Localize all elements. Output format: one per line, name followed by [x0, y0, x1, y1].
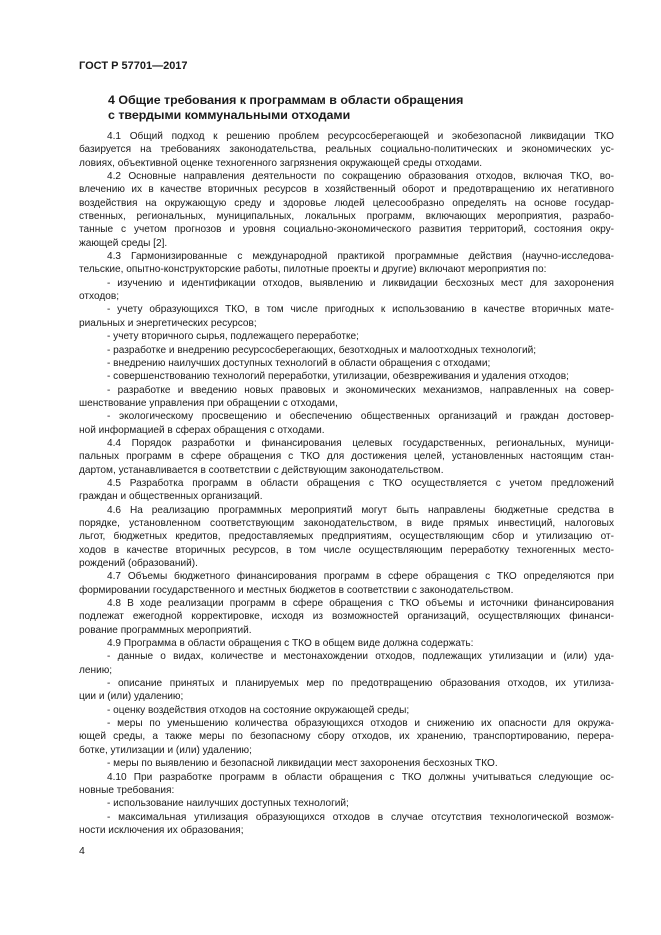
text-line: - внедрению наилучших доступных технологий в области обращения с отходами; — [107, 357, 491, 369]
text-line: порядке, установленном соответствующим законодательством, в виде прямых инвестиций, налоговых — [79, 517, 614, 529]
text-line: танные с учетом прогнозов и уровня социально-экономического развития территорий, состояния окру- — [79, 224, 614, 236]
text-line: - изучению и идентификации отходов, выявлению и ликвидации бесхозных мест для захоронения — [107, 277, 614, 289]
text-line: 4.2 Основные направления деятельности по сокращению образования отходов, включая ТКО, во- — [107, 171, 614, 183]
text-line: ботке, утилизации и (или) удалению; — [79, 744, 252, 756]
page-number: 4 — [79, 845, 85, 857]
text-line: шенствование управления при обращении с отходами, — [79, 397, 338, 409]
text-line: отходов; — [79, 291, 120, 303]
text-line: ности исключения их образования; — [79, 824, 244, 836]
text-line: тельские, опытно-конструкторские работы, пилотные проекты и другие) включают мероприятия по: — [79, 264, 547, 276]
text-line: - учету образующихся ТКО, в том числе пригодных к использованию в качестве вторичных мате- — [107, 304, 614, 316]
text-line: граждан и общественных организаций. — [79, 491, 263, 503]
text-line: 4.4 Порядок разработки и финансирования целевых государственных, региональных, муници- — [107, 437, 614, 449]
text-line: - данные о видах, количестве и местонахождении отходов, подлежащих утилизации и (или) уда- — [107, 651, 614, 663]
text-line: 4.8 В ходе реализации программ в сфере обращения с ТКО объемы и источники финансирования — [107, 598, 614, 610]
body-text — [79, 130, 614, 837]
text-line: ходов в качестве вторичных ресурсов, в том числе осуществляющим переработку техногенных место- — [79, 544, 614, 556]
text-line: дартом, устанавливается в соответствии с действующим законодательством. — [79, 464, 444, 476]
text-line: - меры по выявлению и безопасной ликвидации мест захоронения бесхозных ТКО. — [107, 758, 498, 770]
text-line: риальных и энергетических ресурсов; — [79, 317, 257, 329]
text-line: - разработке и введению новых правовых и экономических механизмов, направленных на совер- — [107, 384, 614, 396]
text-line: подлежат ежегодной корректировке, исходя из возможностей организаций, осуществляющих финанси- — [79, 611, 614, 623]
text-line: ловиях, объективной оценке техногенного загрязнения окружающей среды отходами. — [79, 157, 483, 169]
text-line: формировании государственного и местных бюджетов в соответствии с законодательством. — [79, 584, 514, 596]
text-line: - экологическому просвещению и обеспечению общественных организаций и граждан достовер- — [107, 411, 614, 423]
text-line: - описание принятых и планируемых мер по предотвращению образования отходов, их утилиза- — [107, 678, 614, 690]
text-line: рование программных мероприятий. — [79, 624, 252, 636]
text-line: 4.10 При разработке программ в области обращения с ТКО должны учитываться следующие ос- — [107, 771, 614, 783]
text-line: влечению их в качестве вторичных ресурсов в хозяйственный оборот и предотвращению их негативного — [79, 184, 614, 196]
text-line: - оценку воздействия отходов на состояние окружающей среды; — [107, 704, 410, 716]
text-line: - совершенствованию технологий переработки, утилизации, обезвреживания и удаления отходов; — [107, 371, 569, 383]
document-header: ГОСТ Р 57701—2017 — [79, 60, 188, 72]
text-line: жающей среды [2]. — [79, 237, 168, 249]
text-line: 4.6 На реализацию программных мероприятий могут быть направлены бюджетные средства в — [107, 504, 614, 516]
text-line: лению; — [79, 664, 113, 676]
text-line: ющей среды, а также меры по безопасному сбору отходов, их хранению, транспортированию, перера- — [79, 731, 614, 743]
text-line: - меры по уменьшению количества образующихся отходов и снижению их опасности для окружа- — [107, 718, 614, 730]
text-line: ственных, региональных, муниципальных, локальных программ, включающих мероприятия, разрабо- — [79, 211, 614, 223]
text-line: 4.9 Программа в области обращения с ТКО в общем виде должна содержать: — [107, 638, 474, 650]
text-line: - разработке и внедрению ресурсосберегающих, безотходных и малоотходных технологий; — [107, 344, 537, 356]
text-line: 4.7 Объемы бюджетного финансирования программ в сфере обращения с ТКО определяются при — [107, 571, 614, 583]
text-line: воздействия на окружающую среду и здоровье людей целесообразно определять на основе государ- — [79, 197, 614, 209]
section-heading-line: 4 Общие требования к программам в области обращения — [108, 93, 464, 107]
text-line: новные требования: — [79, 784, 175, 796]
section-heading — [108, 93, 588, 123]
text-line: ции и (или) удалению; — [79, 691, 184, 703]
text-line: льгот, бюджетных кредитов, предоставляемых предприятиям, осуществляющим сбор и утилизацию от- — [79, 531, 614, 543]
text-line: - учету вторичного сырья, подлежащего переработке; — [107, 331, 359, 343]
section-heading-line: с твердыми коммунальными отходами — [108, 108, 351, 122]
text-line: 4.1 Общий подход к решению проблем ресурсосберегающей и экобезопасной ликвидации ТКО — [107, 131, 614, 142]
text-line: пальных программ в сфере обращения с ТКО для достижения целей, установленных настоящим стан- — [79, 451, 614, 463]
text-line: ной информацией в сферах обращения с отходами. — [79, 424, 325, 436]
text-line: 4.3 Гармонизированные с международной практикой программные действия (научно-исследова- — [107, 251, 614, 263]
text-line: 4.5 Разработка программ в области обращения с ТКО осуществляется с учетом предложений — [107, 477, 614, 489]
text-line: рождений (образований). — [79, 558, 198, 569]
text-line: базируется на требованиях законодательства, реальных социально-политических и экономических ус- — [79, 144, 614, 156]
text-line: - использование наилучших доступных технологий; — [107, 798, 349, 810]
text-line: - максимальная утилизация образующихся отходов в случае отсутствия технологической возмож- — [107, 811, 614, 823]
